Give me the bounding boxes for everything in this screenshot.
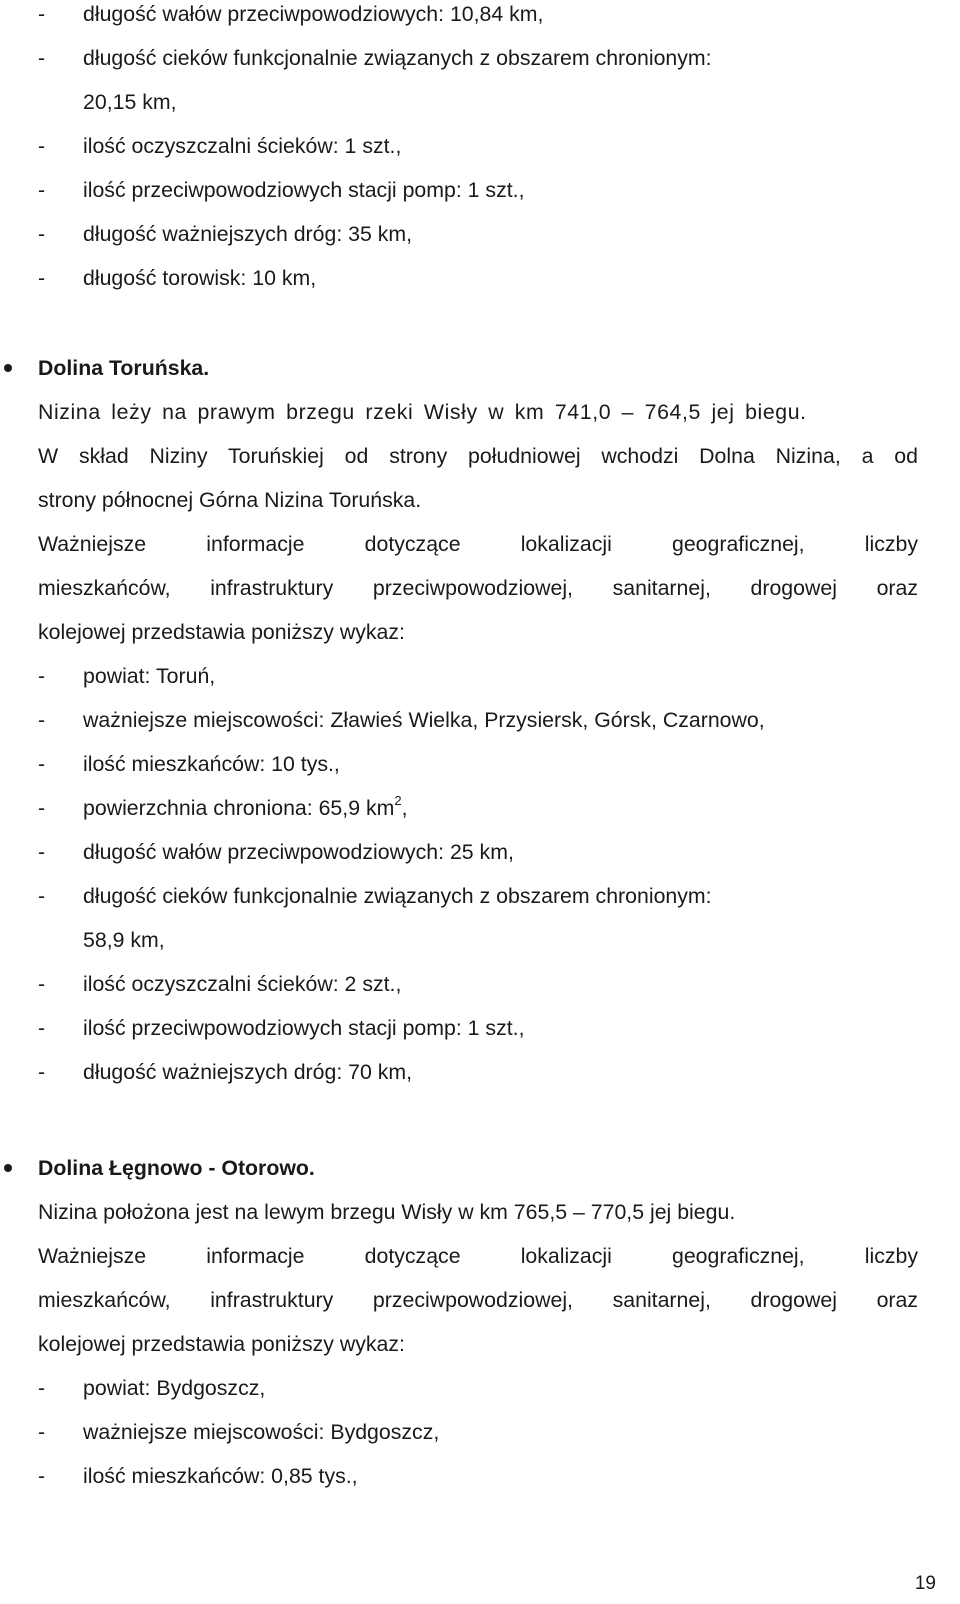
area-unit-superscript: 2 xyxy=(394,792,402,808)
top-list xyxy=(38,0,918,300)
list-item xyxy=(38,830,918,874)
list-item-text: ilość przeciwpowodziowych stacji pomp: 1 szt., xyxy=(83,178,525,202)
intro-line: strony północnej Górna Nizina Toruńska. xyxy=(38,488,422,512)
list-item-text: ważniejsze miejscowości: Zławieś Wielka, Przysiersk, Górsk, Czarnowo, xyxy=(83,708,765,732)
intro-line: W skład Niziny Toruńskiej od strony południowej wchodzi Dolna Nizina, a od xyxy=(38,444,918,468)
list-item-text: powiat: Toruń, xyxy=(83,664,216,688)
list-item-text: ilość mieszkańców: 10 tys., xyxy=(83,752,340,776)
area-text: powierzchnia chroniona: 65,9 km xyxy=(83,796,395,820)
intro-line: Nizina położona jest na lewym brzegu Wisły w km 765,5 – 770,5 jej biegu. xyxy=(38,1200,736,1224)
list-item-text: długość torowisk: 10 km, xyxy=(83,266,317,290)
bullet-icon xyxy=(4,364,12,372)
list-dash: - xyxy=(38,134,46,158)
list-item xyxy=(38,698,918,742)
list-item-text: 20,15 km, xyxy=(83,90,177,114)
list-item xyxy=(38,124,918,168)
list-item xyxy=(38,1454,918,1498)
description-line: kolejowej przedstawia poniższy wykaz: xyxy=(38,1332,405,1356)
list-dash: - xyxy=(38,178,46,202)
list-item-area xyxy=(38,786,918,830)
list-item-text: długość cieków funkcjonalnie związanych z obszarem chronionym: xyxy=(83,884,712,908)
list-dash: - xyxy=(38,1464,46,1488)
list-item xyxy=(38,1006,918,1050)
list-dash: - xyxy=(38,708,46,732)
section-dolina-torunska xyxy=(38,346,918,1094)
list-dash: - xyxy=(38,1376,46,1400)
list-item-text: ilość mieszkańców: 0,85 tys., xyxy=(83,1464,358,1488)
list-item xyxy=(38,0,918,36)
list-item-text: powiat: Bydgoszcz, xyxy=(83,1376,266,1400)
intro-line: Nizina leży na prawym brzegu rzeki Wisły w km 741,0 – 764,5 jej biegu. xyxy=(38,400,807,424)
list-dash: - xyxy=(38,266,46,290)
section-title: Dolina Toruńska. xyxy=(38,356,210,380)
list-item xyxy=(38,1050,918,1094)
list-item xyxy=(38,874,918,918)
list-dash: - xyxy=(38,1420,46,1444)
list-item-text: długość ważniejszych dróg: 70 km, xyxy=(83,1060,413,1084)
page-number: 19 xyxy=(914,1573,936,1594)
description-line: Ważniejsze informacje dotyczące lokalizacji geograficznej, liczby xyxy=(38,532,918,556)
list-item-text: długość ważniejszych dróg: 35 km, xyxy=(83,222,413,246)
list-item-text: długość wałów przeciwpowodziowych: 10,84 km, xyxy=(83,2,544,26)
list-item-text xyxy=(83,786,408,830)
list-item-text: ilość przeciwpowodziowych stacji pomp: 1 szt., xyxy=(83,1016,525,1040)
list-item-text: 58,9 km, xyxy=(83,928,165,952)
list-item xyxy=(38,212,918,256)
list-dash: - xyxy=(38,1016,46,1040)
list-item xyxy=(38,1410,918,1454)
list-dash: - xyxy=(38,796,46,820)
list-item-continuation xyxy=(38,80,918,124)
description-line: mieszkańców, infrastruktury przeciwpowodziowej, sanitarnej, drogowej oraz xyxy=(38,576,918,600)
list-item xyxy=(38,168,918,212)
description-line: kolejowej przedstawia poniższy wykaz: xyxy=(38,620,405,644)
list-item-continuation xyxy=(38,918,918,962)
bullet-icon xyxy=(4,1164,12,1172)
list-dash: - xyxy=(38,664,46,688)
section-heading xyxy=(38,346,918,390)
list-item xyxy=(38,1366,918,1410)
list-item xyxy=(38,962,918,1006)
area-suffix: , xyxy=(401,796,408,820)
description-line: Ważniejsze informacje dotyczące lokalizacji geograficznej, liczby xyxy=(38,1244,918,1268)
list-dash: - xyxy=(38,972,46,996)
list-dash: - xyxy=(38,46,46,70)
list-dash: - xyxy=(38,1060,46,1084)
list-item-text: ilość oczyszczalni ścieków: 2 szt., xyxy=(83,972,402,996)
list-item-text: ważniejsze miejscowości: Bydgoszcz, xyxy=(83,1420,440,1444)
list-dash: - xyxy=(38,2,46,26)
list-item xyxy=(38,742,918,786)
section-dolina-legnowo-otorowo xyxy=(38,1146,918,1498)
list-item xyxy=(38,654,918,698)
list-item xyxy=(38,36,918,80)
list-item-text: długość cieków funkcjonalnie związanych z obszarem chronionym: xyxy=(83,46,712,70)
list-dash: - xyxy=(38,752,46,776)
list-item-text: długość wałów przeciwpowodziowych: 25 km, xyxy=(83,840,514,864)
section-heading xyxy=(38,1146,918,1190)
list-item xyxy=(38,256,918,300)
list-dash: - xyxy=(38,840,46,864)
description-line: mieszkańców, infrastruktury przeciwpowodziowej, sanitarnej, drogowej oraz xyxy=(38,1288,918,1312)
list-item-text: ilość oczyszczalni ścieków: 1 szt., xyxy=(83,134,402,158)
section-title: Dolina Łęgnowo - Otorowo. xyxy=(38,1156,315,1180)
list-dash: - xyxy=(38,884,46,908)
list-dash: - xyxy=(38,222,46,246)
